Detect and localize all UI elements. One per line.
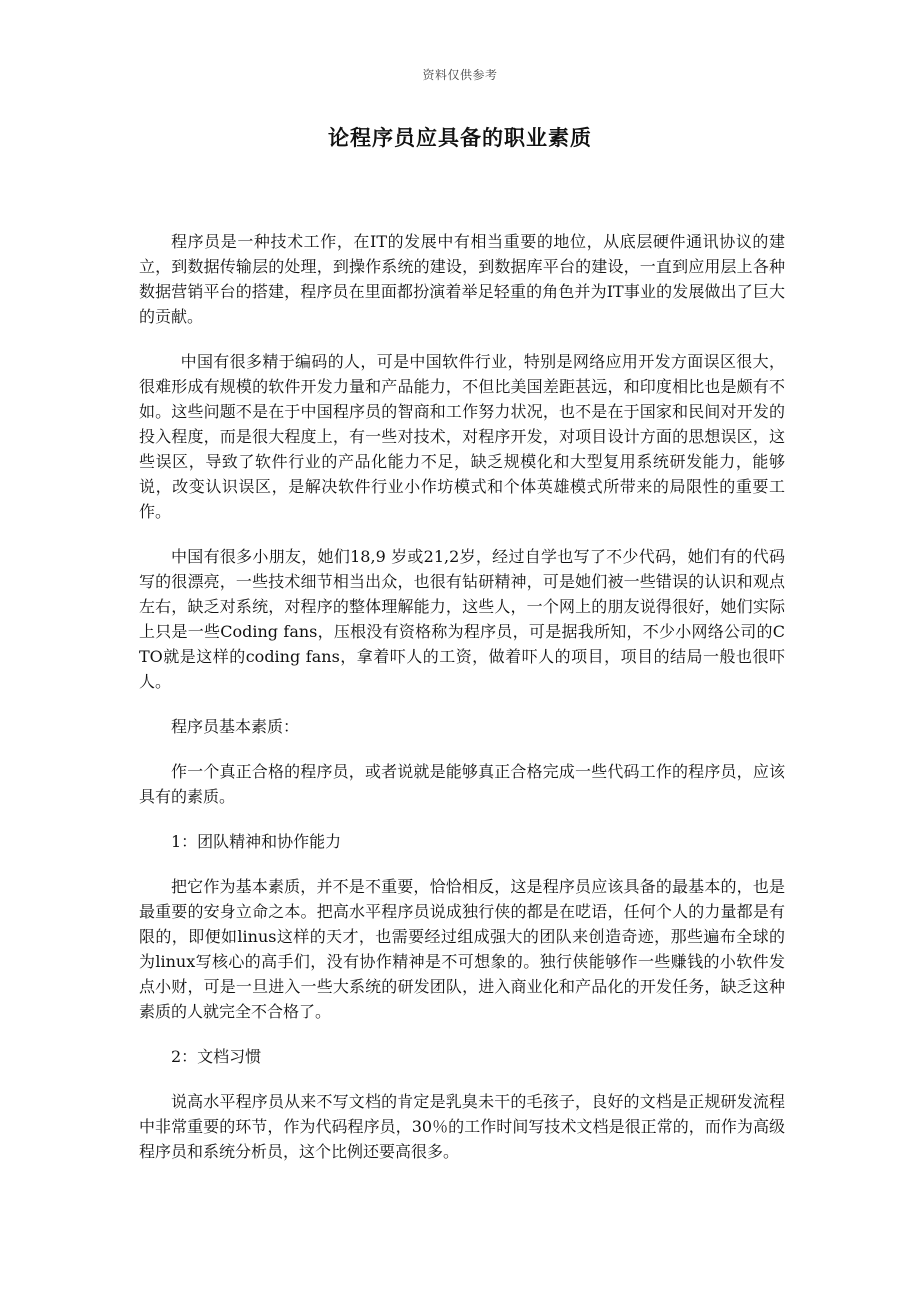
paragraph-teamwork: 把它作为基本素质，并不是不重要，恰恰相反，这是程序员应该具备的最基本的，也是最重要的安身立命之本。把高水平程序员说成独行侠的都是在呓语，任何个人的力量都是有限的，即便如linus这样的天才，也需要经过组成强大的团队来创造奇迹，那些遍布全球的为linux写核心的高手们，没有协作精神是不可想象的。独行侠能够作一些赚钱的小软件发点小财，可是一旦进入一些大系统的研发团队，进入商业化和产品化的开发任务，缺乏这种素质的人就完全不合格了。 xyxy=(139,877,785,1021)
document-body xyxy=(139,229,785,1184)
paragraph-intro: 程序员是一种技术工作，在IT的发展中有相当重要的地位，从底层硬件通讯协议的建立，到数据传输层的处理，到操作系统的建设，到数据库平台的建设，一直到应用层上各种数据营销平台的搭建，程序员在里面都扮演着举足轻重的角色并为IT事业的发展做出了巨大的贡献。 xyxy=(139,232,785,326)
section-heading-basic-qualities: 程序员基本素质： xyxy=(171,717,300,736)
section-heading-documentation: 2：文档习惯 xyxy=(171,1047,262,1066)
paragraph-qualified-programmer: 作一个真正合格的程序员，或者说就是能够真正合格完成一些代码工作的程序员，应该具有的素质。 xyxy=(139,762,785,806)
paragraph-coding-fans: 中国有很多小朋友，她们18,9 岁或21,2岁，经过自学也写了不少代码，她们有的代码写的很漂亮，一些技术细节相当出众，也很有钻研精神，可是她们被一些错误的认识和观点左右，缺乏对系统，对程序的整体理解能力，这些人，一个网上的朋友说得很好，她们实际上只是一些Coding fans，压根没有资格称为程序员，可是据我所知，不少小网络公司的CTO就是这样的coding fans，拿着吓人的工资，做着吓人的项目，项目的结局一般也很吓人。 xyxy=(139,547,785,691)
paragraph-china-industry: 中国有很多精于编码的人，可是中国软件行业，特别是网络应用开发方面误区很大，很难形成有规模的软件开发力量和产品能力，不但比美国差距甚远，和印度相比也是颇有不如。这些问题不是在于中国程序员的智商和工作努力状况，也不是在于国家和民间对开发的投入程度，而是很大程度上，有一些对技术，对程序开发，对项目设计方面的思想误区，这些误区，导致了软件行业的产品化能力不足，缺乏规模化和大型复用系统研发能力，能够说，改变认识误区，是解决软件行业小作坊模式和个体英雄模式所带来的局限性的重要工作。 xyxy=(139,352,785,521)
document-title: 论程序员应具备的职业素质 xyxy=(328,125,592,150)
header-note: 资料仅供参考 xyxy=(422,68,498,82)
section-heading-teamwork: 1：团队精神和协作能力 xyxy=(171,832,342,851)
paragraph-documentation: 说高水平程序员从来不写文档的肯定是乳臭未干的毛孩子，良好的文档是正规研发流程中非常重要的环节，作为代码程序员，30％的工作时间写技术文档是很正常的，而作为高级程序员和系统分析员，这个比例还要高很多。 xyxy=(139,1092,785,1161)
